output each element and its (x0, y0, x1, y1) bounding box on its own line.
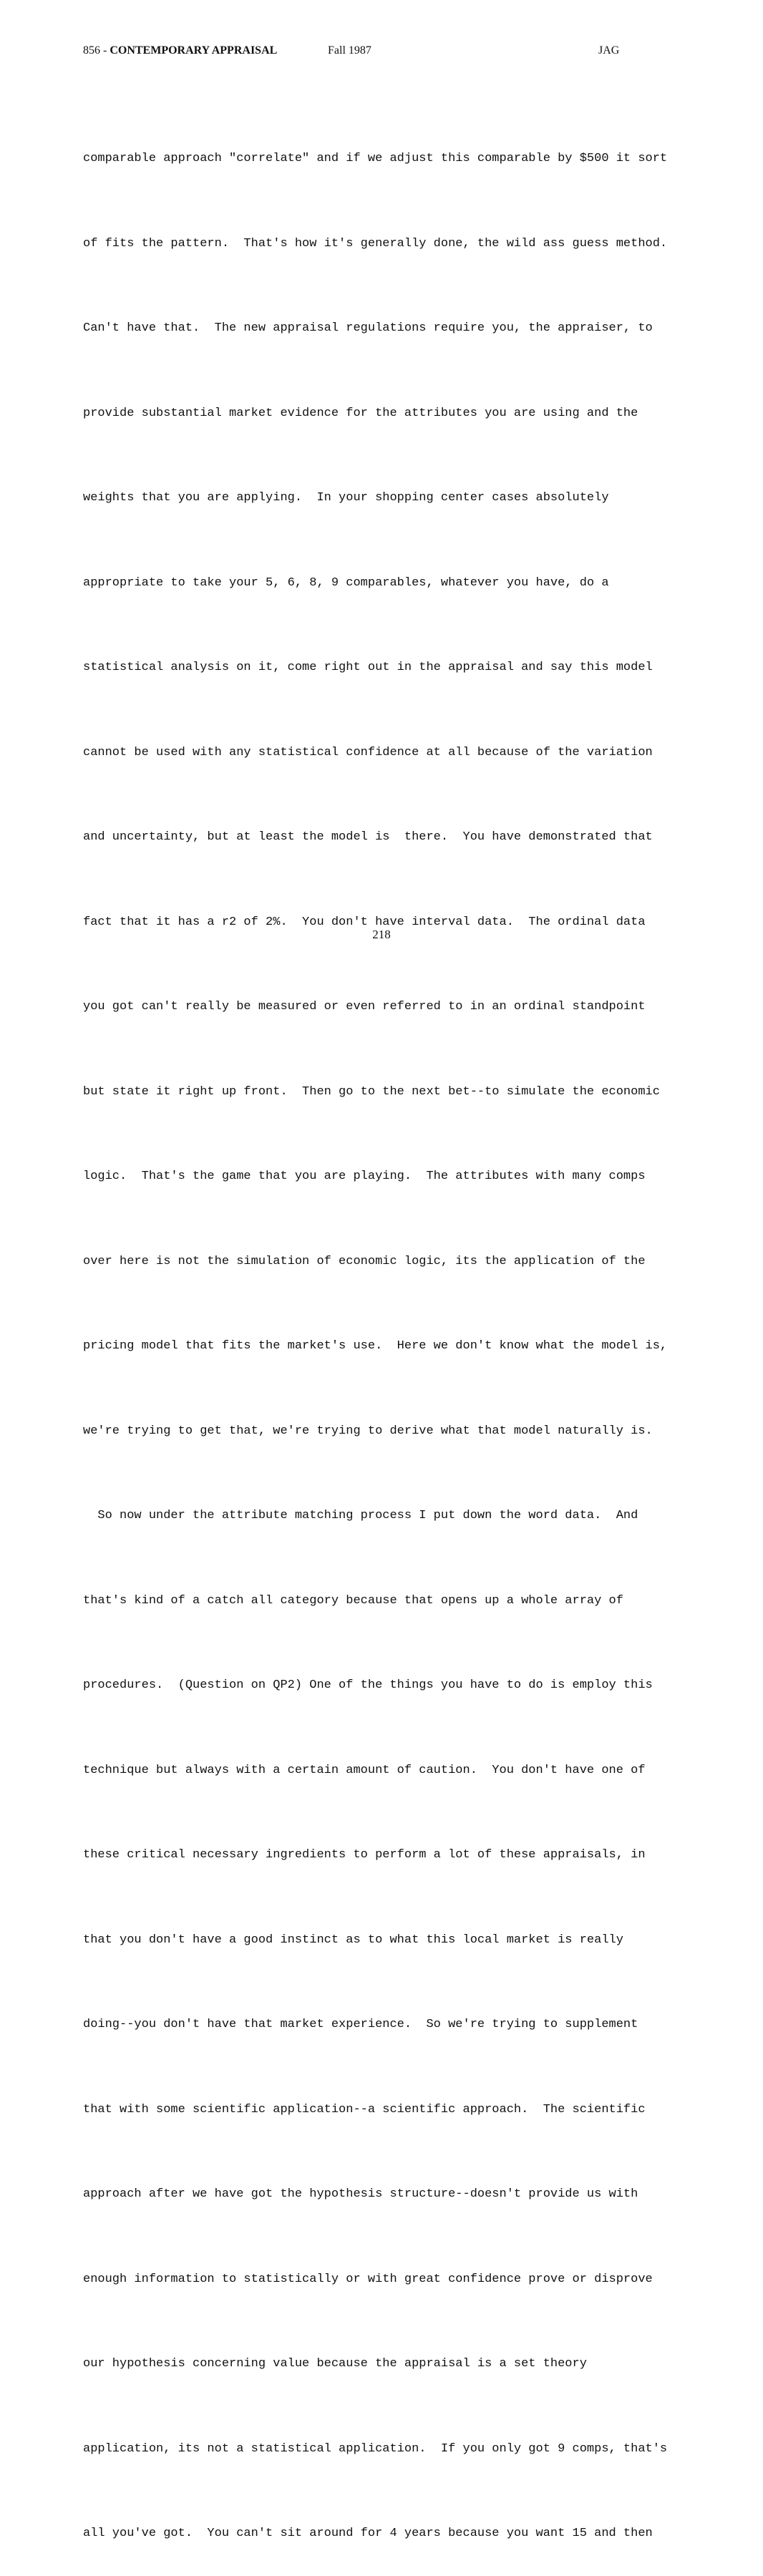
course-number: 856 - (83, 44, 110, 57)
text-line: of fits the pattern. That's how it's generally done, the wild ass guess method. (83, 236, 668, 251)
text-line: that you don't have a good instinct as to what this local market is really (83, 1933, 623, 1947)
text-line: but state it right up front. Then go to the next bet--to simulate the economic (83, 1084, 660, 1099)
page-header (83, 44, 627, 60)
text-line: enough information to statistically or with great confidence prove or disprove (83, 2272, 653, 2286)
text-line: and uncertainty, but at least the model is there. You have demonstrated that (83, 830, 653, 844)
transcript-body (83, 88, 713, 2576)
text-line: provide substantial market evidence for the attributes you are using and the (83, 406, 638, 420)
text-line: statistical analysis on it, come right out in the appraisal and say this model (83, 661, 653, 674)
text-line: technique but always with a certain amount of caution. You don't have one of (83, 1763, 646, 1777)
text-line: our hypothesis concerning value because the appraisal is a set theory (83, 2357, 587, 2371)
term-label: Fall 1987 (328, 44, 371, 57)
text-line: cannot be used with any statistical confidence at all because of the variation (83, 745, 653, 759)
text-line: logic. That's the game that you are playing. The attributes with many comps (83, 1170, 646, 1183)
course-title: CONTEMPORARY APPRAISAL (110, 44, 278, 57)
text-line: these critical necessary ingredients to perform a lot of these appraisals, in (83, 1848, 646, 1862)
text-line: pricing model that fits the market's use. Here we don't know what the model is, (83, 1339, 668, 1353)
text-line: we're trying to get that, we're trying to derive what that model naturally is. (83, 1424, 653, 1438)
text-line: Can't have that. The new appraisal regulations require you, the appraiser, to (83, 321, 653, 335)
text-line: fact that it has a r2 of 2%. You don't have interval data. The ordinal data (83, 915, 646, 929)
text-line: that's kind of a catch all category because that opens up a whole array of (83, 1593, 623, 1608)
text-line: doing--you don't have that market experience. So we're trying to supplement (83, 2018, 638, 2031)
text-line: comparable approach "correlate" and if we adjust this comparable by $500 it sort (83, 152, 668, 165)
text-line: you got can't really be measured or even referred to in an ordinal standpoint (83, 1000, 646, 1014)
page-number: 218 (372, 928, 391, 941)
text-line: that with some scientific application--a scientific approach. The scientific (83, 2102, 646, 2116)
text-line: over here is not the simulation of economic logic, its the application of the (83, 1254, 646, 1268)
course-heading (83, 44, 277, 57)
text-line: all you've got. You can't sit around for 4 years because you want 15 and then (83, 2527, 653, 2540)
text-line: So now under the attribute matching process I put down the word data. And (83, 1509, 638, 1522)
text-line: weights that you are applying. In your shopping center cases absolutely (83, 491, 609, 505)
text-line: appropriate to take your 5, 6, 8, 9 comparables, whatever you have, do a (83, 575, 609, 590)
text-line: approach after we have got the hypothesis structure--doesn't provide us with (83, 2187, 638, 2201)
author-initials: JAG (598, 44, 620, 57)
text-line: procedures. (Question on QP2) One of the things you have to do is employ this (83, 1678, 653, 1692)
text-line: application, its not a statistical application. If you only got 9 comps, that's (83, 2441, 668, 2456)
